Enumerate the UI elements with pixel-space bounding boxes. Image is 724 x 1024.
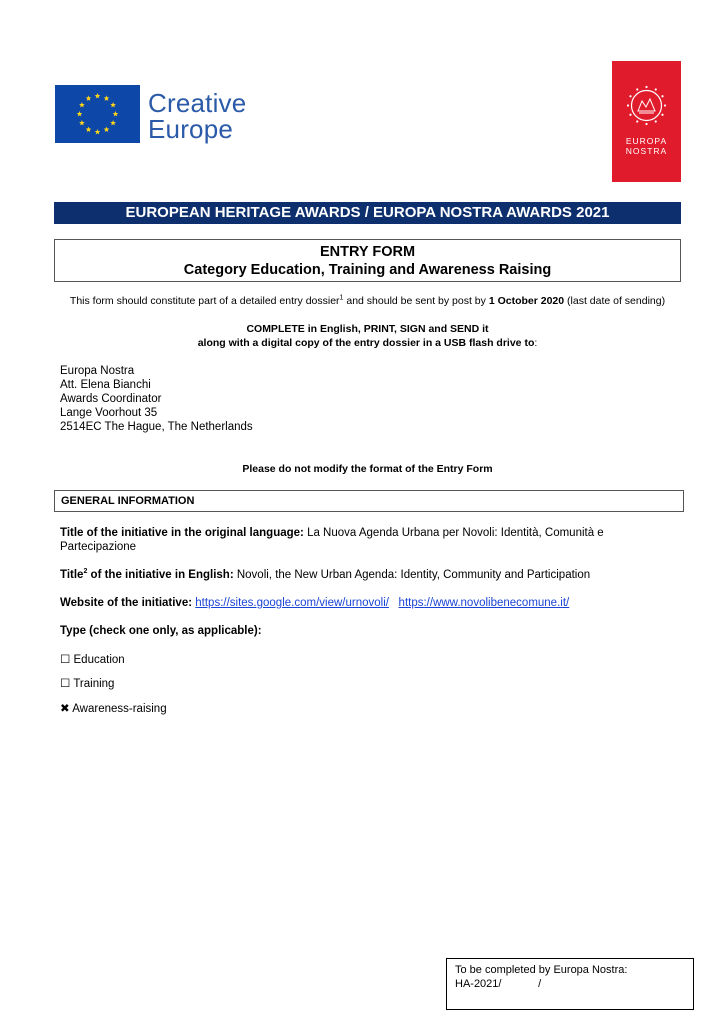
type-option-education[interactable] <box>60 653 125 667</box>
address-line: Awards Coordinator <box>60 393 162 405</box>
format-notice: Please do not modify the format of the Entry Form <box>242 463 493 475</box>
emblem-star-icon <box>629 95 631 97</box>
emblem-star-icon <box>661 95 663 97</box>
eu-stars-icon <box>55 85 140 143</box>
type-option-label: Awareness-raising <box>72 703 167 715</box>
address-line: Europa Nostra <box>60 365 135 377</box>
emblem-star-icon <box>661 114 663 116</box>
emblem-star-icon <box>645 123 647 125</box>
eu-star-icon <box>113 111 119 116</box>
mailing-address <box>60 364 253 434</box>
website-link-novoli[interactable]: https://www.novolibenecomune.it/ <box>398 597 570 609</box>
office-use-reference: HA-2021/ / <box>455 978 542 990</box>
send-instructions-colon: : <box>534 337 538 349</box>
general-information-heading: GENERAL INFORMATION <box>54 490 684 512</box>
emblem-star-icon <box>627 104 629 106</box>
deadline-date: 1 October 2020 <box>488 295 565 307</box>
awards-banner: EUROPEAN HERITAGE AWARDS / EUROPA NOSTRA AWARDS 2021 <box>54 202 681 224</box>
eu-star-icon <box>95 93 101 98</box>
type-option-training[interactable] <box>60 677 114 691</box>
website-label: Website of the initiative: <box>60 597 193 609</box>
intro-text-1: This form should constitute part of a detailed entry dossier <box>69 295 340 307</box>
eu-star-icon <box>79 120 85 125</box>
creative-europe-line1: Creative <box>148 88 247 118</box>
emblem-star-icon <box>629 114 631 116</box>
website-field <box>60 596 670 610</box>
eu-star-icon <box>95 129 101 134</box>
eu-flag-logo <box>55 85 140 143</box>
address-line: Lange Voorhout 35 <box>60 407 158 419</box>
entry-form-category: Category Education, Training and Awareness Raising <box>183 262 552 278</box>
title-original-value: La Nuova Agenda Urbana per Novoli: Identità, Comunità e Partecipazione <box>60 527 604 553</box>
eu-star-icon <box>77 111 83 116</box>
footnote-marker-2: 2 <box>83 568 88 576</box>
eu-star-icon <box>79 102 85 107</box>
type-option-label: Education <box>73 654 125 666</box>
europa-nostra-logo-text <box>612 136 681 156</box>
eu-star-icon <box>110 120 116 125</box>
title-english-value: Novoli, the New Urban Agenda: Identity, Community and Participation <box>233 569 591 581</box>
entry-form-title: ENTRY FORM <box>319 244 416 260</box>
send-instructions-line1: COMPLETE in English, PRINT, SIGN and SEND it <box>246 323 489 335</box>
emblem-star-icon <box>655 88 657 90</box>
title-original-field <box>60 526 670 554</box>
checkbox-empty-icon[interactable]: ☐ <box>60 654 71 666</box>
address-line: 2514EC The Hague, The Netherlands <box>60 421 253 433</box>
europa-nostra-line1: EUROPA <box>625 136 668 146</box>
emblem-star-icon <box>645 86 647 88</box>
eu-star-icon <box>104 95 110 100</box>
checkbox-empty-icon[interactable]: ☐ <box>60 678 71 690</box>
send-instructions-line2: along with a digital copy of the entry dossier in a USB flash drive to <box>197 337 535 349</box>
website-link-google-sites[interactable]: https://sites.google.com/view/urnovoli/ <box>195 597 389 609</box>
office-use-box <box>446 958 694 1010</box>
intro-text-2: and should be sent by post by <box>343 295 489 307</box>
address-line: Att. Elena Bianchi <box>60 379 151 391</box>
type-heading: Type (check one only, as applicable): <box>60 625 262 637</box>
emblem-star-icon <box>655 120 657 122</box>
emblem-star-icon <box>664 104 666 106</box>
emblem-star-icon <box>636 120 638 122</box>
title-original-label: Title of the initiative in the original language: <box>60 527 304 539</box>
title-english-label: Title <box>60 569 84 581</box>
footnote-marker-1: 1 <box>339 294 344 302</box>
intro-paragraph <box>54 294 681 308</box>
europa-nostra-emblem-icon <box>626 85 667 126</box>
eu-star-icon <box>86 127 92 132</box>
intro-text-3: (last date of sending) <box>564 295 666 307</box>
emblem-star-icon <box>636 88 638 90</box>
creative-europe-line2: Europe <box>148 114 234 144</box>
entry-form-header-box <box>54 239 681 282</box>
title-english-label-rest: of the initiative in English: <box>87 569 234 581</box>
type-option-label: Training <box>73 678 115 690</box>
type-option-awareness-raising[interactable] <box>60 702 167 716</box>
office-use-label: To be completed by Europa Nostra: <box>455 964 628 976</box>
eu-star-icon <box>110 102 116 107</box>
eu-star-icon <box>86 95 92 100</box>
europa-nostra-logo <box>612 61 681 182</box>
eu-star-icon <box>104 127 110 132</box>
send-instructions <box>54 322 681 350</box>
europa-nostra-line2: NOSTRA <box>625 146 668 156</box>
creative-europe-logo-text <box>148 90 246 142</box>
checkbox-checked-icon[interactable]: ✖ <box>60 703 70 715</box>
title-english-field <box>60 568 670 582</box>
